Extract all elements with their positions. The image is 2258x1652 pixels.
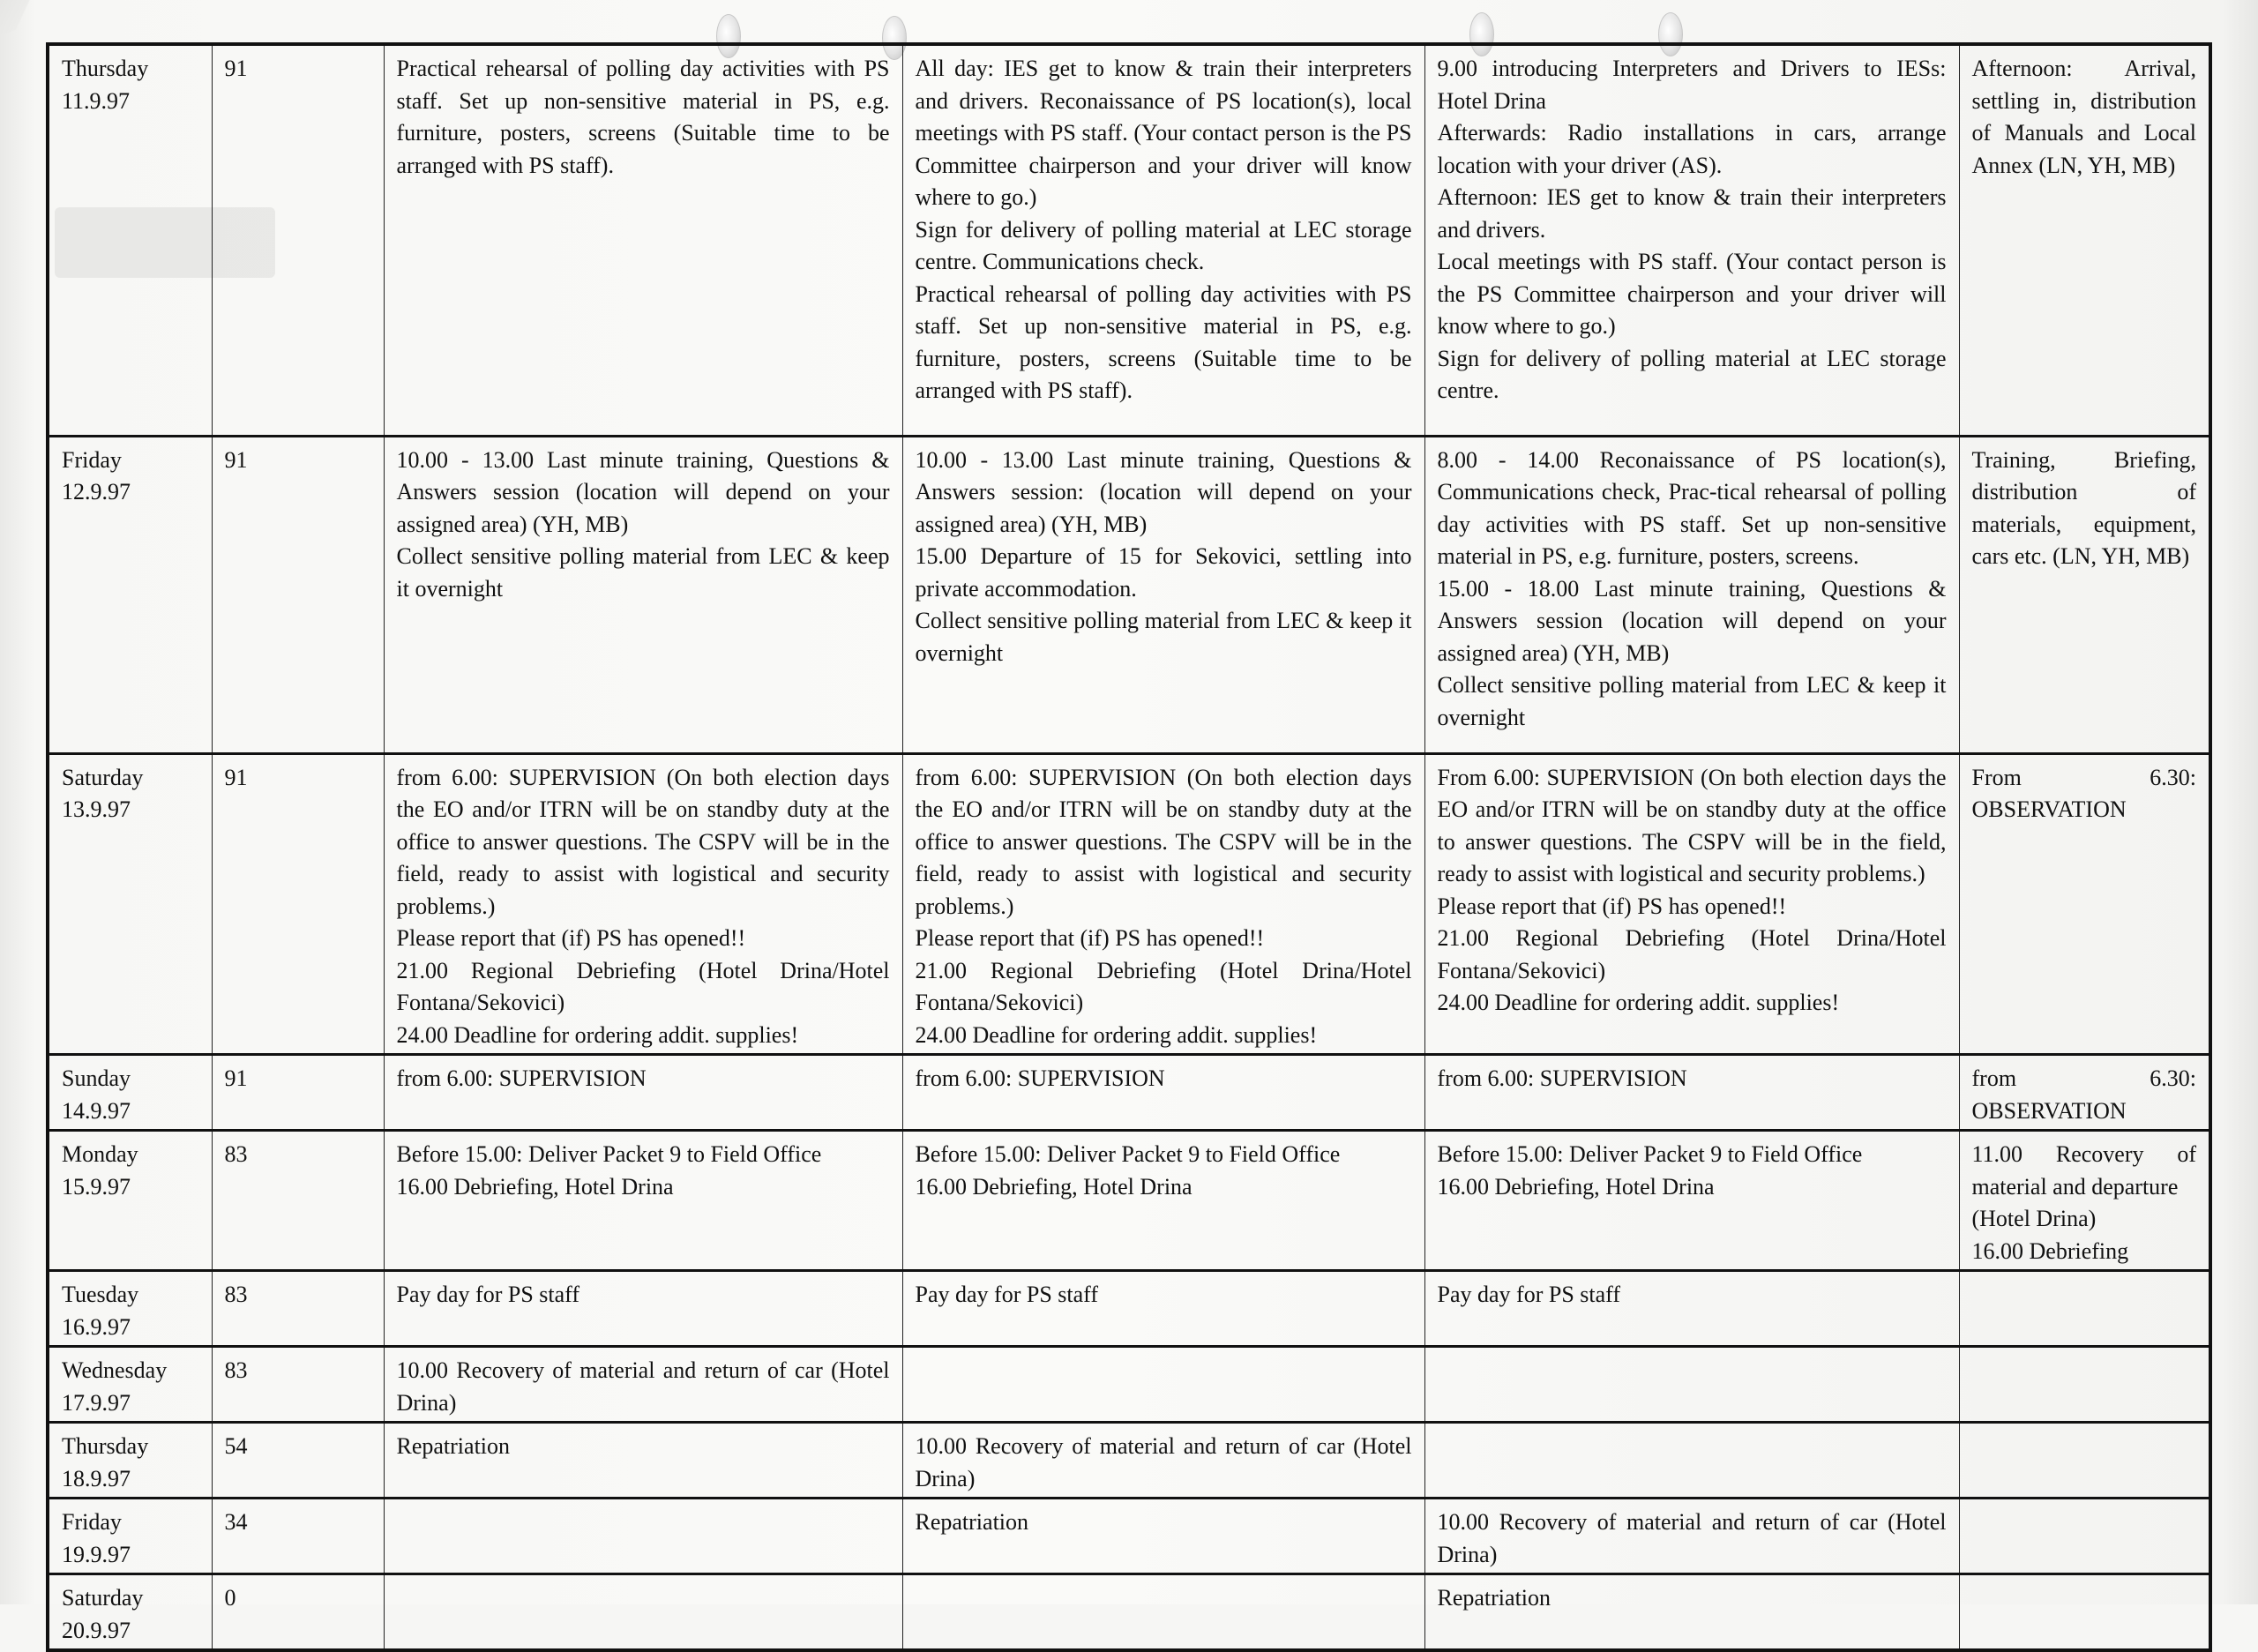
date: 20.9.97: [62, 1617, 131, 1643]
activity-text: Pay day for PS staff: [915, 1282, 1099, 1307]
weekday: Friday: [62, 1509, 122, 1535]
activity-text: 16.00 Debriefing: [1971, 1237, 2129, 1264]
activity-cell-col6: [1959, 1499, 2210, 1574]
activity-text: Afternoon: IES get to know & train their interpreters and drivers.: [1437, 184, 1947, 243]
day-cell: [48, 1131, 212, 1271]
schedule-body: [48, 44, 2210, 1650]
schedule-row: [48, 44, 2210, 436]
count-cell: [212, 44, 384, 436]
activity-text: 16.00 Debriefing, Hotel Drina: [915, 1173, 1193, 1200]
count-cell: [212, 436, 384, 753]
count-value: 91: [224, 56, 248, 81]
activity-cell-col4: [902, 1055, 1424, 1131]
count-value: 91: [224, 764, 248, 790]
activity-text: Practical rehearsal of polling day activities with PS staff. Set up non-sensitive material in PS, e.g. furniture, posters, screens (Suitable time to be arranged with PS staff).: [915, 280, 1412, 403]
activity-text: 21.00 Regional Debriefing (Hotel Drina/Hotel Fontana/Sekovici): [396, 957, 890, 1015]
activity-cell-col5: [1424, 436, 1959, 753]
count-cell: [212, 1055, 384, 1131]
weekday: Saturday: [62, 1585, 144, 1611]
activity-cell-col4: [902, 1271, 1424, 1347]
schedule-row: [48, 436, 2210, 753]
activity-cell-col4: [902, 436, 1424, 753]
count-cell: [212, 1574, 384, 1651]
count-value: 34: [224, 1509, 248, 1535]
activity-cell-col6: [1959, 1574, 2210, 1651]
day-cell: [48, 1499, 212, 1574]
activity-text: Practical rehearsal of polling day activities with PS staff. Set up non-sensitive material in PS, e.g. furniture, posters, screens (Suitable time to be arranged with PS staff).: [396, 56, 890, 178]
schedule-row: [48, 1574, 2210, 1651]
date: 12.9.97: [62, 479, 131, 505]
activity-text: 21.00 Regional Debriefing (Hotel Drina/Hotel Fontana/Sekovici): [1437, 925, 1947, 983]
activity-text: Please report that (if) PS has opened!!: [915, 925, 1265, 951]
activity-text: Afternoon: Arrival, settling in, distribution of Manuals and Local Annex (LN, YH, MB): [1971, 56, 2196, 178]
activity-text: Before 15.00: Deliver Packet 9 to Field Office: [1437, 1141, 1863, 1167]
schedule-row: [48, 1271, 2210, 1347]
activity-text: Collect sensitive polling material from LEC & keep it overnight: [1437, 672, 1947, 730]
activity-text: Repatriation: [915, 1509, 1029, 1535]
activity-cell-col3: [384, 1271, 902, 1347]
activity-text: from 6.00: SUPERVISION: [396, 1065, 647, 1091]
day-cell: [48, 1271, 212, 1347]
date: 19.9.97: [62, 1541, 131, 1567]
schedule-row: [48, 1131, 2210, 1271]
activity-text: (Hotel Drina): [1971, 1206, 2097, 1231]
activity-text: 16.00 Debriefing, Hotel Drina: [1437, 1173, 1715, 1200]
activity-text: Before 15.00: Deliver Packet 9 to Field Office: [396, 1141, 822, 1167]
activity-text: Pay day for PS staff: [396, 1282, 580, 1307]
activity-text: 16.00 Debriefing, Hotel Drina: [396, 1173, 674, 1200]
activity-text: 10.00 - 13.00 Last minute training, Questions & Answers session: (location will depend on your assigned area) (YH, MB): [915, 446, 1412, 537]
activity-text: Collect sensitive polling material from LEC & keep it overnight: [915, 608, 1412, 666]
activity-cell-col3: [384, 753, 902, 1055]
date: 15.9.97: [62, 1173, 131, 1200]
activity-text: 9.00 introducing Interpreters and Drivers to IESs: Hotel Drina: [1437, 56, 1947, 114]
activity-text: From 6.30: OBSERVATION: [1971, 764, 2196, 822]
count-value: 54: [224, 1433, 248, 1459]
schedule-row: [48, 1499, 2210, 1574]
activity-cell-col4: [902, 44, 1424, 436]
weekday: Tuesday: [62, 1282, 139, 1307]
date: 13.9.97: [62, 796, 131, 822]
activity-text: 24.00 Deadline for ordering addit. supplies!: [1437, 990, 1840, 1015]
activity-cell-col3: [384, 1347, 902, 1423]
weekday: Monday: [62, 1141, 138, 1167]
activity-text: 10.00 Recovery of material and return of car (Hotel Drina): [1437, 1509, 1947, 1567]
activity-cell-col4: [902, 1574, 1424, 1651]
activity-text: from 6.00: SUPERVISION (On both election days the EO and/or ITRN will be on standby duty at the office to answer questions. The CSPV will be in the field, ready to assist with logistical and security problems.): [915, 764, 1412, 919]
activity-text: Please report that (if) PS has opened!!: [1437, 893, 1787, 919]
date: 16.9.97: [62, 1313, 131, 1340]
activity-text: from 6.00: SUPERVISION (On both election days the EO and/or ITRN will be on standby duty at the office to answer questions. The CSPV will be in the field, ready to assist with logistical and security problems.): [396, 764, 890, 919]
activity-cell-col6: [1959, 436, 2210, 753]
count-value: 83: [224, 1141, 248, 1167]
activity-text: Training, Briefing, distribution of materials, equipment, cars etc. (LN, YH, MB): [1971, 446, 2196, 569]
weekday: Wednesday: [62, 1357, 168, 1383]
activity-cell-col5: [1424, 1574, 1959, 1651]
activity-text: from 6.30: OBSERVATION: [1971, 1065, 2196, 1124]
activity-cell-col3: [384, 1055, 902, 1131]
activity-cell-col6: [1959, 1055, 2210, 1131]
activity-cell-col3: [384, 436, 902, 753]
activity-cell-col3: [384, 1574, 902, 1651]
activity-cell-col3: [384, 1423, 902, 1499]
activity-cell-col3: [384, 1499, 902, 1574]
activity-cell-col6: [1959, 1131, 2210, 1271]
weekday: Thursday: [62, 56, 149, 81]
count-value: 83: [224, 1357, 248, 1383]
count-cell: [212, 753, 384, 1055]
activity-cell-col3: [384, 1131, 902, 1271]
activity-cell-col6: [1959, 44, 2210, 436]
activity-text: Repatriation: [1437, 1585, 1551, 1611]
activity-cell-col5: [1424, 1271, 1959, 1347]
activity-text: From 6.00: SUPERVISION (On both election days the EO and/or ITRN will be on standby duty at the office to answer questions. The CSPV will be in the field, ready to assist with logistical and security problems.): [1437, 764, 1947, 886]
schedule-row: [48, 1347, 2210, 1423]
activity-text: 8.00 - 14.00 Reconaissance of PS location(s), Communications check, Prac-tical rehearsal of polling day activities with PS staff. Set up non-sensitive material in PS, e.g. furniture, posters, screens.: [1437, 446, 1947, 569]
activity-cell-col5: [1424, 1347, 1959, 1423]
day-cell: [48, 44, 212, 436]
activity-schedule-table: [46, 42, 2212, 1652]
activity-text: Local meetings with PS staff. (Your contact person is the PS Committee chairperson and your driver will know where to go.): [1437, 249, 1947, 339]
schedule-row: [48, 1055, 2210, 1131]
weekday: Friday: [62, 446, 122, 473]
activity-cell-col4: [902, 1347, 1424, 1423]
date: 17.9.97: [62, 1389, 131, 1416]
activity-cell-col5: [1424, 44, 1959, 436]
activity-text: from 6.00: SUPERVISION: [915, 1065, 1165, 1091]
activity-text: 10.00 Recovery of material and return of car (Hotel Drina): [396, 1357, 890, 1416]
activity-cell-col4: [902, 1423, 1424, 1499]
date: 11.9.97: [62, 87, 131, 114]
activity-text: Sign for delivery of polling material at LEC storage centre.: [1437, 345, 1947, 403]
day-cell: [48, 1423, 212, 1499]
activity-cell-col5: [1424, 1055, 1959, 1131]
activity-text: Please report that (if) PS has opened!!: [396, 925, 746, 951]
count-value: 0: [224, 1585, 236, 1611]
day-cell: [48, 1055, 212, 1131]
count-value: 83: [224, 1282, 248, 1307]
activity-text: Repatriation: [396, 1433, 511, 1459]
count-cell: [212, 1271, 384, 1347]
activity-text: All day: IES get to know & train their interpreters and drivers. Reconaissance of PS location(s), local meetings with PS staff. (Your contact person is the PS Committee chairperson and your driver will know where to go.): [915, 56, 1412, 210]
weekday: Saturday: [62, 764, 144, 790]
activity-text: 11.00 Recovery of material and departure: [1971, 1141, 2196, 1200]
activity-cell-col4: [902, 1131, 1424, 1271]
activity-cell-col5: [1424, 753, 1959, 1055]
activity-cell-col5: [1424, 1423, 1959, 1499]
activity-text: Afterwards: Radio installations in cars, arrange location with your driver (AS).: [1437, 120, 1947, 178]
activity-cell-col6: [1959, 753, 2210, 1055]
activity-text: 15.00 Departure of 15 for Sekovici, settling into private accommodation.: [915, 543, 1412, 602]
activity-text: Sign for delivery of polling material at LEC storage centre. Communications check.: [915, 216, 1412, 274]
activity-text: Before 15.00: Deliver Packet 9 to Field Office: [915, 1141, 1341, 1167]
activity-text: 10.00 - 13.00 Last minute training, Questions & Answers session (location will depend on your assigned area) (YH, MB): [396, 446, 890, 537]
count-cell: [212, 1499, 384, 1574]
activity-cell-col6: [1959, 1271, 2210, 1347]
count-cell: [212, 1347, 384, 1423]
count-cell: [212, 1131, 384, 1271]
activity-text: from 6.00: SUPERVISION: [1437, 1065, 1687, 1091]
count-cell: [212, 1423, 384, 1499]
schedule-row: [48, 1423, 2210, 1499]
date: 14.9.97: [62, 1097, 131, 1124]
day-cell: [48, 436, 212, 753]
activity-cell-col3: [384, 44, 902, 436]
activity-cell-col4: [902, 1499, 1424, 1574]
activity-text: Collect sensitive polling material from LEC & keep it overnight: [396, 543, 890, 602]
activity-text: 24.00 Deadline for ordering addit. supplies!: [915, 1021, 1318, 1048]
activity-cell-col4: [902, 753, 1424, 1055]
day-cell: [48, 753, 212, 1055]
day-cell: [48, 1574, 212, 1651]
date: 18.9.97: [62, 1465, 131, 1491]
weekday: Sunday: [62, 1065, 131, 1091]
activity-cell-col5: [1424, 1131, 1959, 1271]
count-value: 91: [224, 446, 248, 473]
activity-text: 10.00 Recovery of material and return of car (Hotel Drina): [915, 1433, 1412, 1491]
activity-cell-col6: [1959, 1423, 2210, 1499]
schedule-row: [48, 753, 2210, 1055]
count-value: 91: [224, 1065, 248, 1091]
activity-text: 15.00 - 18.00 Last minute training, Questions & Answers session (location will depend on your assigned area) (YH, MB): [1437, 575, 1947, 666]
activity-cell-col6: [1959, 1347, 2210, 1423]
activity-text: 24.00 Deadline for ordering addit. supplies!: [396, 1021, 799, 1048]
weekday: Thursday: [62, 1433, 149, 1459]
activity-text: Pay day for PS staff: [1437, 1282, 1621, 1307]
activity-text: 21.00 Regional Debriefing (Hotel Drina/Hotel Fontana/Sekovici): [915, 957, 1412, 1015]
day-cell: [48, 1347, 212, 1423]
activity-cell-col5: [1424, 1499, 1959, 1574]
